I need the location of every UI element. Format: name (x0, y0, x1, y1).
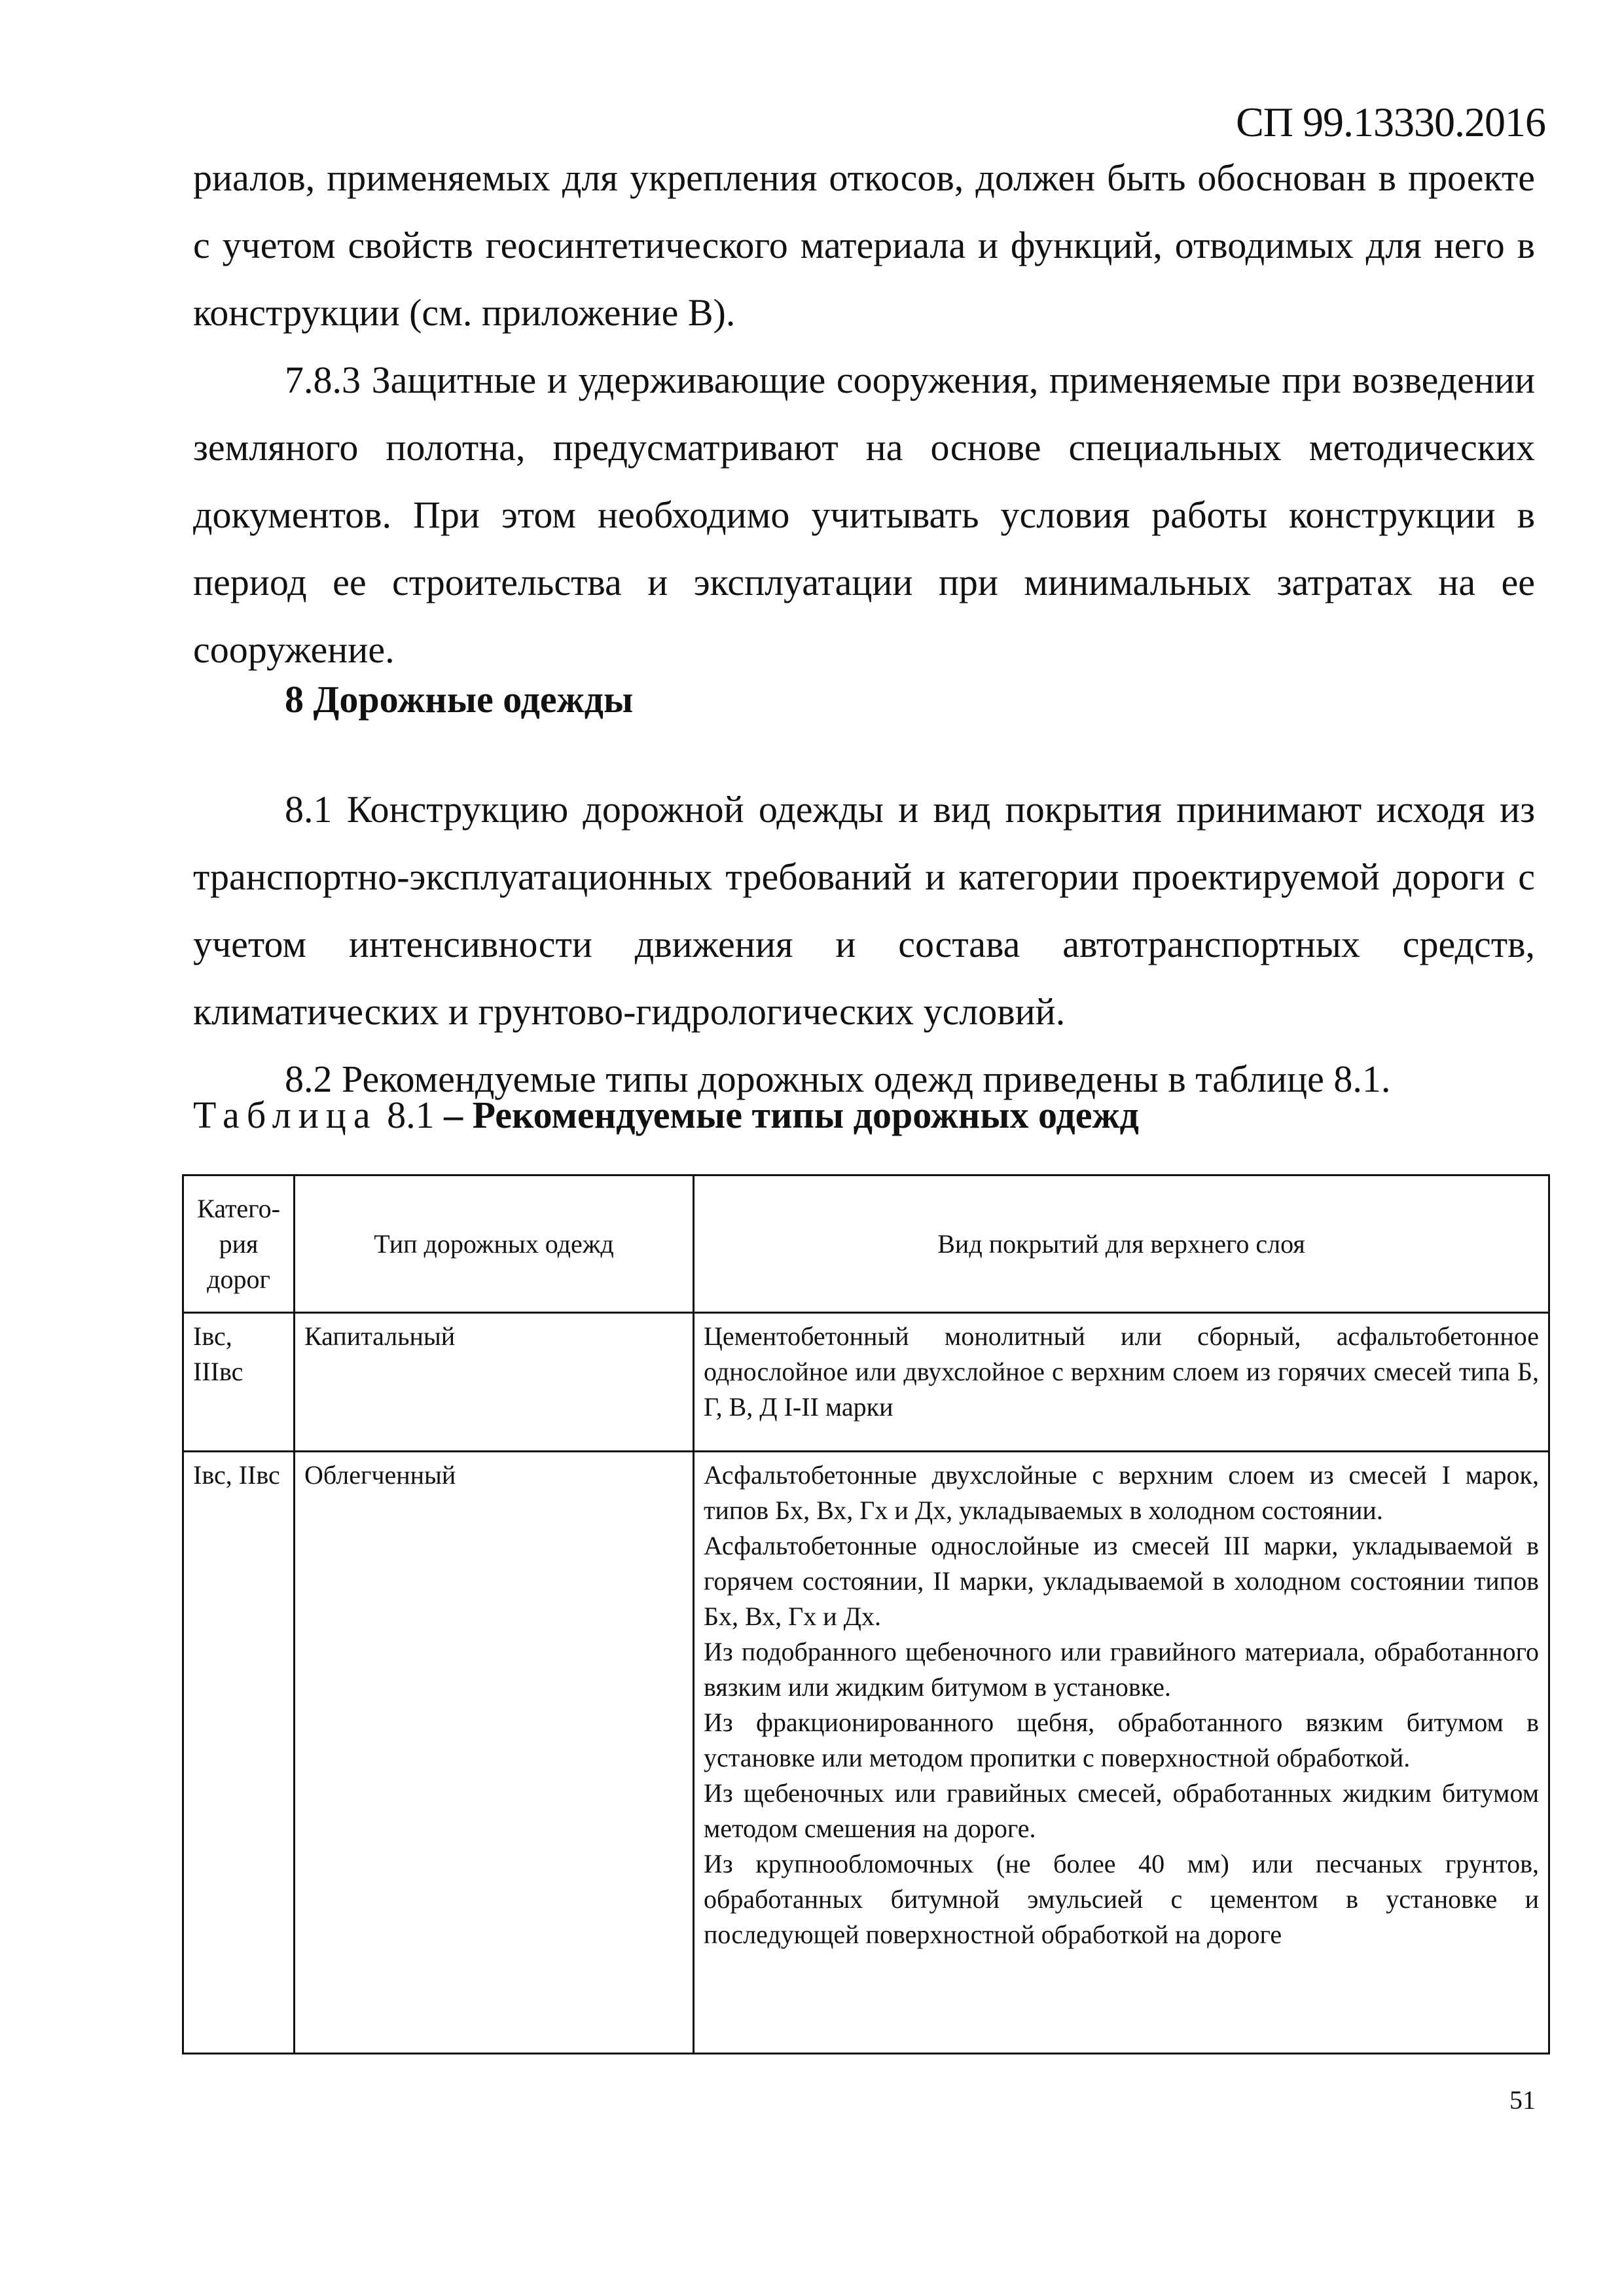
covering-item: Из крупнообломочных (не более 40 мм) или песчаных грунтов, обработанных битумной эмульсией с цементом в установке и последующей поверхностной обработкой на дороге (704, 1849, 1539, 1949)
covering-item: Из фракционированного щебня, обработанного вязким битумом в установке или методом пропитки с поверхностной обработкой. (704, 1708, 1539, 1772)
cell-category: Iвс, IIвс (183, 1452, 295, 2054)
pavement-types-table (182, 1174, 1550, 2054)
cell-type: Облегченный (295, 1452, 694, 2054)
table-caption (193, 1093, 1139, 1137)
table-row (183, 1313, 1549, 1452)
cell-type: Капитальный (295, 1313, 694, 1452)
table-caption-label: Таблица (193, 1094, 378, 1136)
section-heading: 8 Дорожные одежды (285, 678, 634, 721)
covering-item: Асфальтобетонные двухслойные с верхним слоем из смесей I марок, типов Бх, Вх, Гх и Дх, укладываемых в холодном состоянии. (704, 1460, 1539, 1525)
paragraph-7-8-3: 7.8.3 Защитные и удерживающие сооружения, применяемые при возведении земляного полотна, предусматривают на основе специальных методических документов. При этом необходимо учитывать условия работы конструкции в период ее строительства и эксплуатации при минимальных затратах на ее сооружение. (193, 359, 1535, 671)
table-caption-title: – Рекомендуемые типы дорожных одежд (444, 1094, 1139, 1136)
table-row (183, 1452, 1549, 2054)
covering-item: Из подобранного щебеночного или гравийного материала, обработанного вязким или жидким битумом в установке. (704, 1637, 1539, 1702)
paragraph-8-2: 8.2 Рекомендуемые типы дорожных одежд приведены в таблице 8.1. (285, 1058, 1391, 1100)
paragraph-8-1: 8.1 Конструкцию дорожной одежды и вид покрытия принимают исходя из транспортно-эксплуатационных требований и категории проектируемой дороги с учетом интенсивности движения и состава автотранспортных средств, климатических и грунтово-гидрологических условий. (193, 788, 1535, 1033)
covering-item: Асфальтобетонные однослойные из смесей III марки, укладываемой в горячем состоянии, II марки, укладываемой в холодном состоянии типов Бх, Вх, Гх и Дх. (704, 1531, 1539, 1631)
page-number: 51 (1509, 2085, 1536, 2115)
cell-category: Iвс, IIIвс (183, 1313, 295, 1452)
covering-item: Цементобетонный монолитный или сборный, асфальтобетонное однослойное или двухслойное с верхним слоем из горячих смесей типа Б, Г, В, Д I-II марки (704, 1321, 1539, 1422)
header-type: Тип дорожных одежд (295, 1175, 694, 1313)
table-caption-number: 8.1 (387, 1094, 435, 1136)
cell-coverings (694, 1313, 1549, 1452)
document-code: СП 99.13330.2016 (1236, 99, 1545, 145)
paragraph-continuation: риалов, применяемых для укрепления откосов, должен быть обоснован в проекте с учетом свойств геосинтетического материала и функций, отводимых для него в конструкции (см. приложение В). (193, 156, 1535, 334)
covering-item: Из щебеночных или гравийных смесей, обработанных жидким битумом методом смешения на дороге. (704, 1778, 1539, 1843)
header-category: Катего- рия дорог (183, 1175, 295, 1313)
header-coverings: Вид покрытий для верхнего слоя (694, 1175, 1549, 1313)
table-header-row (183, 1175, 1549, 1313)
cell-coverings (694, 1452, 1549, 2054)
